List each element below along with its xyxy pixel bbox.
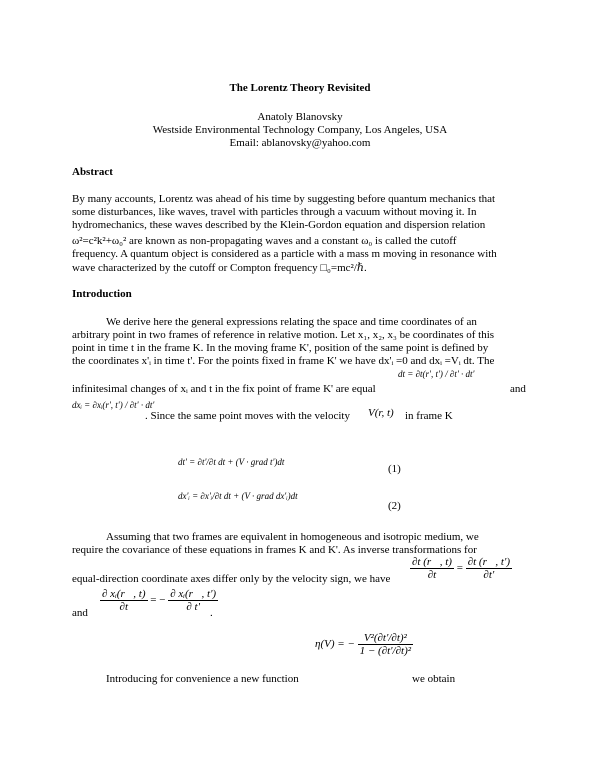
punctuation: .	[210, 607, 213, 619]
intro-line: equal-direction coordinate axes differ only by the velocity sign, we have	[72, 573, 391, 585]
intro-line: We derive here the general expressions relating the space and time coordinates of an	[106, 316, 477, 328]
intro-line: arbitrary point in two frames of reference in relative motion. Let x₁, x₂, x₃ be coordinates of this	[72, 329, 495, 341]
equation-inverse-x: $\frac{\text{∂ xᵢ(r⃗, t)}}{\partial t}$ = − $\frac{\text{∂ xᵢ(r⃗, t')}}{\partial t'}$	[102, 588, 217, 613]
equation-1: dt' = ∂t'/∂t dt + (V · grad t')dt	[178, 457, 285, 467]
abstract-line: wave characterized by the cutoff or Compton frequency □₀=mc²/ℏ.	[72, 262, 367, 274]
equation-1-number: (1)	[388, 463, 401, 475]
intro-line: in frame K	[405, 410, 453, 422]
abstract-line: hydromechanics, these waves described by the Klein-Gordon equation and dispersion relation	[72, 219, 486, 231]
abstract-line: frequency. A quantum object is considered as a particle with a mass m moving in resonance with	[72, 248, 497, 260]
author-email: Email: ablanovsky@yahoo.com	[229, 137, 371, 149]
intro-line: point in time t in the frame K. In the moving frame K', position of the same point is defined by	[72, 342, 489, 354]
velocity-symbol: V(r, t)	[368, 407, 394, 419]
equation-2: dx'ᵢ = ∂x'ᵢ/∂t dt + (V · grad dx'ᵢ)dt	[178, 491, 298, 501]
intro-and: and	[510, 383, 526, 395]
intro-line: the coordinates x'ᵢ in time t'. For the points fixed in frame K' we have dx'ᵢ =0 and dxᵢ =Vᵢ dt. The	[72, 355, 495, 367]
intro-line: Assuming that two frames are equivalent in homogeneous and isotropic medium, we	[106, 531, 479, 543]
equation-dx: dxᵢ = ∂xᵢ(r', t') / ∂t' · dt'	[72, 400, 155, 410]
equation-inverse-t: $\frac{\partial t (r⃗, t)}{\partial t}$ = $\frac{\partial t (r⃗, t')}{\partial t'}$	[412, 556, 511, 581]
intro-line: Introducing for convenience a new function	[106, 673, 299, 685]
introduction-heading: Introduction	[72, 288, 132, 300]
equation-eta: η(V) = − $\frac{\text{V²(∂t'/∂t)²}}{\text{1 − (∂t'/∂t)²}}$	[315, 632, 412, 657]
equation-dt: dt = ∂t(r', t') / ∂t' · dt'	[398, 369, 475, 379]
abstract-line: By many accounts, Lorentz was ahead of his time by suggesting before quantum mechanics that	[72, 193, 496, 205]
intro-line: infinitesimal changes of xᵢ and t in the fix point of frame K' are equal	[72, 383, 376, 395]
equation-2-number: (2)	[388, 500, 401, 512]
author-affiliation: Westside Environmental Technology Company, Los Angeles, USA	[152, 124, 448, 136]
abstract-line: some disturbances, like waves, travel with particles through a vacuum without moving it. In	[72, 206, 477, 218]
paper-title: The Lorentz Theory Revisited	[229, 82, 371, 94]
intro-line: . Since the same point moves with the velocity	[145, 410, 350, 422]
intro-line: we obtain	[412, 673, 456, 685]
intro-line: require the covariance of these equations in frames K and K'. As inverse transformations for	[72, 544, 477, 556]
abstract-heading: Abstract	[72, 166, 113, 178]
author-name: Anatoly Blanovsky	[257, 111, 343, 123]
abstract-line: ω²=c²k²+ω₀² are known as non-propagating waves and a constant ω₀ is called the cutoff	[72, 235, 457, 247]
intro-and: and	[72, 607, 88, 619]
